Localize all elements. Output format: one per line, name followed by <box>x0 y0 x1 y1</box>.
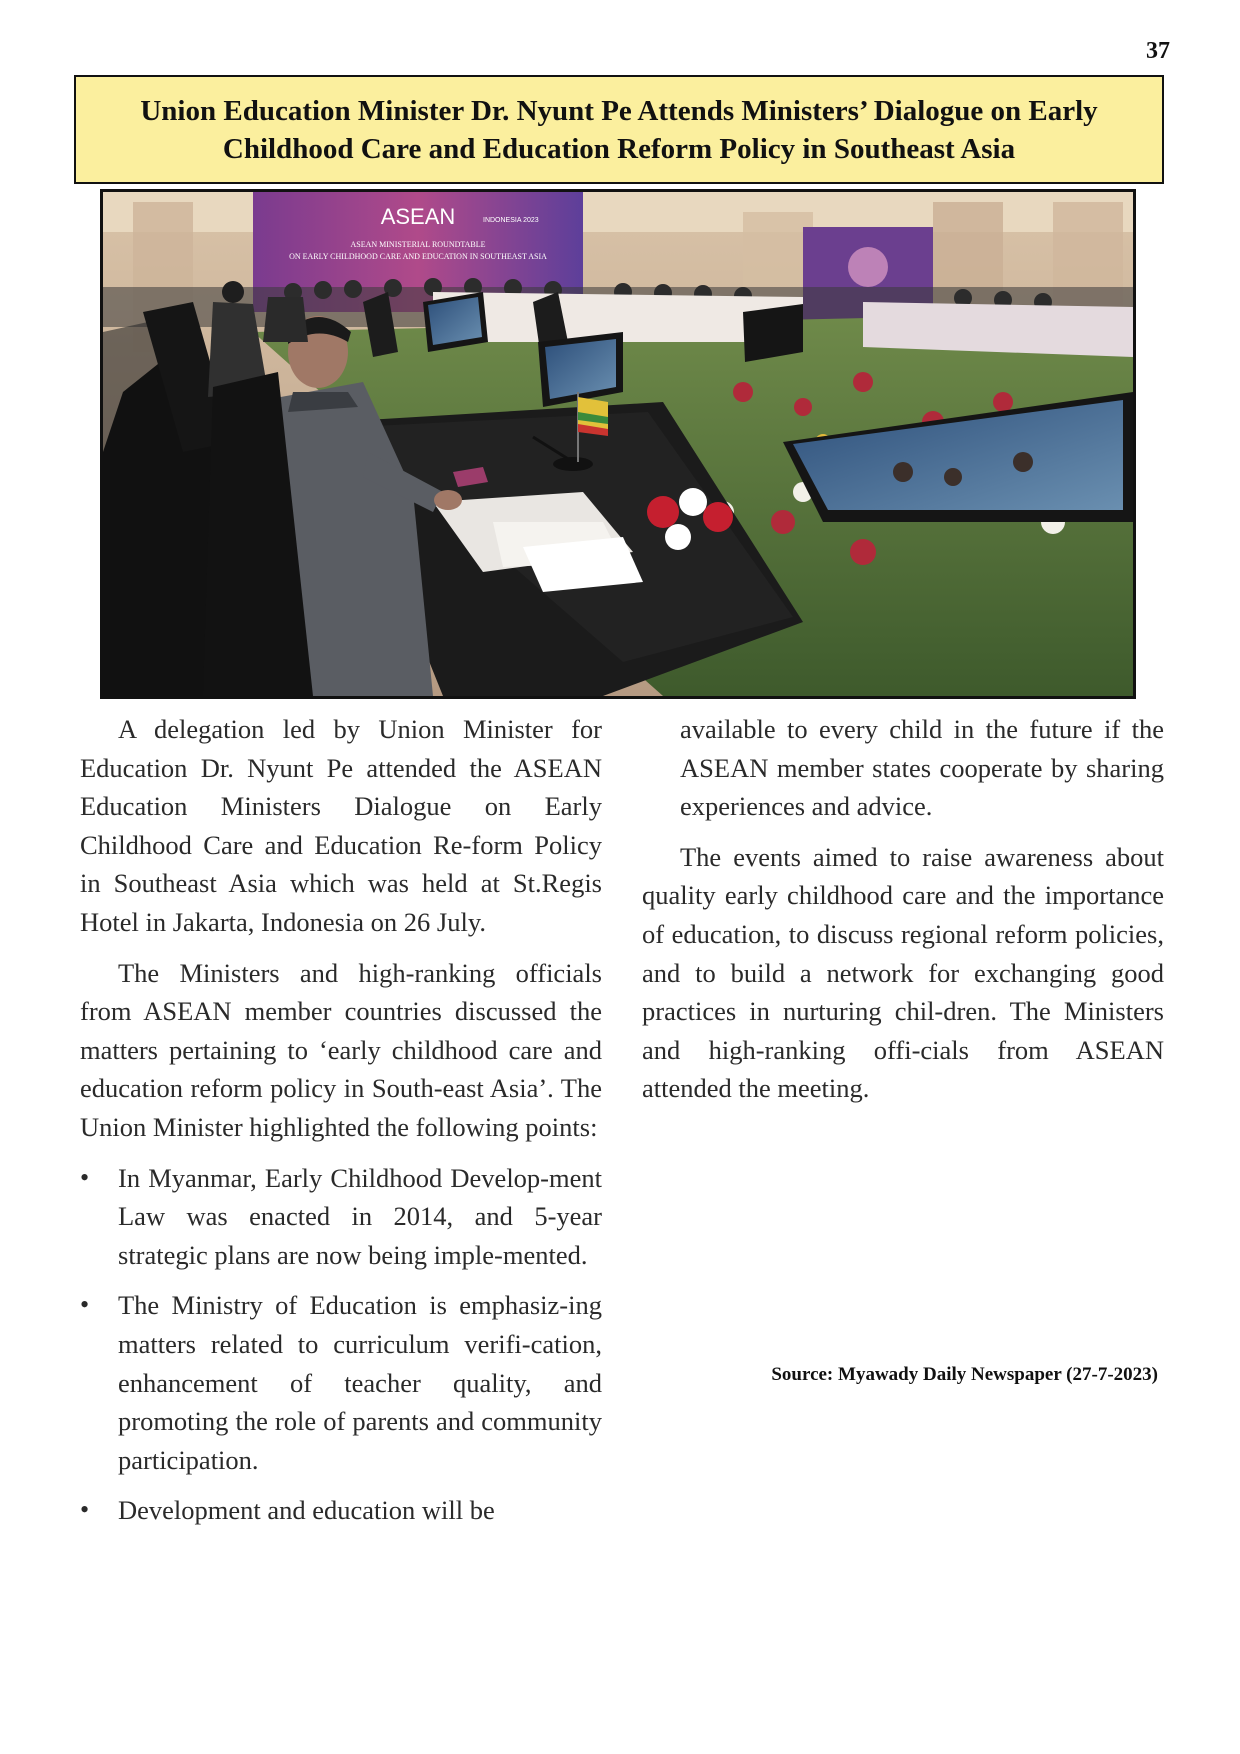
article-title-line-1: Union Education Minister Dr. Nyunt Pe Attends Ministers’ Dialogue on Early <box>140 94 1098 127</box>
article-paragraph-3: The events aimed to raise awareness about quality early childhood care and the importance of education, to discuss regional reform policies, and to build a network for exchanging good practices in nurturing chil-dren. The Ministers and high-ranking offi-cials from ASEAN attended the meeting. <box>642 841 1164 1104</box>
article-paragraph-1: A delegation led by Union Minister for Education Dr. Nyunt Pe attended the ASEAN Education Ministers Dialogue on Early Childhood Care and Education Re-form Policy in Southeast Asia which was held at St.Regis Hotel in Jakarta, Indonesia on 26 July. <box>80 714 602 937</box>
article-column-right <box>642 710 1164 1120</box>
bullet-icon: • <box>80 1290 90 1320</box>
highlight-points-list <box>80 1159 602 1530</box>
article-paragraph-2: The Ministers and high-ranking officials from ASEAN member countries discussed the matters pertaining to ‘early childhood care and education reform policy in South-east Asia’. The Union Minister highlighted the following points: <box>80 957 602 1142</box>
banner-logo-subtext: INDONESIA 2023 <box>483 217 539 224</box>
page-number: 37 <box>1146 38 1170 64</box>
banner-logo-text: ASEAN <box>380 204 456 229</box>
list-item-text: In Myanmar, Early Childhood Develop-ment Law was enacted in 2014, and 5-year strategic plans are now being imple-mented. <box>118 1162 602 1270</box>
banner-line-1: ASEAN MINISTERIAL ROUNDTABLE <box>350 240 486 249</box>
list-item <box>80 1491 602 1530</box>
list-item-text: The Ministry of Education is emphasiz-ing matters related to curriculum verifi-cation, enhancement of teacher quality, and promoting the role of parents and community participation. <box>118 1290 602 1475</box>
list-item-text: Development and education will be <box>118 1495 495 1526</box>
bullet-icon: • <box>80 1162 90 1192</box>
list-item <box>80 1286 602 1479</box>
meeting-photo <box>100 189 1136 699</box>
article-title-line-2: Childhood Care and Education Reform Policy in Southeast Asia <box>222 132 1016 165</box>
source-credit: Source: Myawady Daily Newspaper (27-7-2023) <box>771 1364 1158 1385</box>
bullet-continuation: available to every child in the future if the ASEAN member states cooperate by sharing experiences and advice. <box>680 714 1164 822</box>
article-title-box <box>74 75 1164 184</box>
article-column-left <box>80 710 602 1542</box>
meeting-photo-illustration <box>103 192 1133 696</box>
banner-line-2: ON EARLY CHILDHOOD CARE AND EDUCATION IN SOUTHEAST ASIA <box>289 252 547 261</box>
list-item <box>80 1159 602 1275</box>
bullet-icon: • <box>80 1495 90 1525</box>
